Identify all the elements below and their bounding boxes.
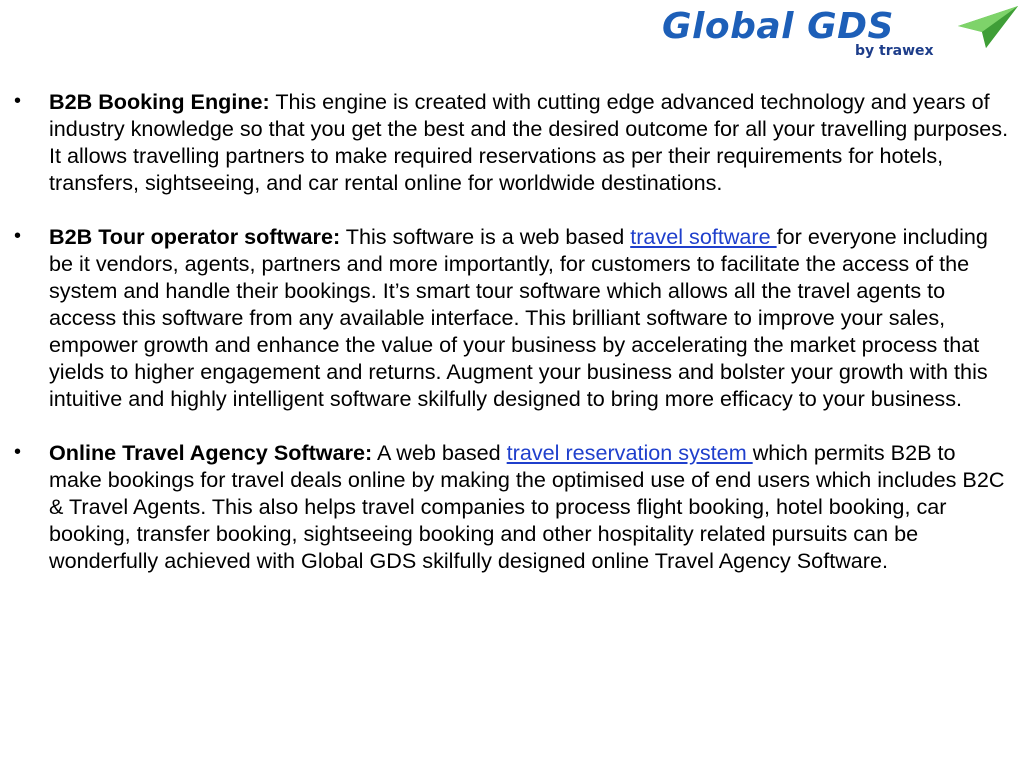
global-gds-logo	[662, 2, 1022, 64]
bullet-label: Online Travel Agency Software:	[49, 440, 373, 465]
bullet-body: This engine is created with cutting edge advanced technology and years of industry knowledge so that you get the best and the desired outcome for all your travelling purposes. It allows travelling partners to make required reservations as per their requirements for hotels, transfers, sightseeing, and car rental online for worldwide destinations.	[49, 89, 1009, 195]
bullet-marker: •	[14, 225, 22, 247]
bullet-body-after-link: which permits B2B to make bookings for travel deals online by making the optimised use of end users which includes B2C & Travel Agents. This also helps travel companies to process flight booking, hotel booking, car booking, transfer booking, sightseeing booking and other hospitality related pursuits can be wonderfully achieved with Global GDS skilfully designed online Travel Agency Software.	[49, 440, 1005, 573]
logo-tagline: by trawex	[855, 43, 934, 59]
bullet-body-before-link: This software is a web based	[340, 224, 631, 249]
bullet-marker: •	[14, 441, 22, 463]
logo-brand-part2: GDS	[807, 6, 894, 47]
bullet-body-before-link: A web based	[372, 440, 507, 465]
bullet-marker: •	[14, 90, 22, 112]
bullet-list	[0, 88, 1024, 601]
bullet-item-b2b-booking-engine	[0, 88, 1024, 196]
travel-software-link[interactable]: travel software	[630, 224, 777, 249]
travel-reservation-system-link[interactable]: travel reservation system	[506, 440, 753, 465]
bullet-item-online-travel-agency-software	[0, 439, 1024, 574]
logo-brand-part1: Global	[662, 6, 795, 47]
bullet-label: B2B Tour operator software:	[49, 224, 341, 249]
bullet-item-b2b-tour-operator-software	[0, 223, 1024, 412]
bullet-label: B2B Booking Engine:	[49, 89, 270, 114]
paper-plane-icon	[956, 4, 1020, 50]
bullet-body-after-link: for everyone including be it vendors, agents, partners and more importantly, for customers to facilitate the access of the system and handle their bookings. It’s smart tour software which allows all the travel agents to access this software from any available interface. This brilliant software to improve your sales, empower growth and enhance the value of your business by accelerating the market process that yields to higher engagement and returns. Augment your business and bolster your growth with this intuitive and highly intelligent software skilfully designed to bring more efficacy to your business.	[49, 224, 988, 411]
